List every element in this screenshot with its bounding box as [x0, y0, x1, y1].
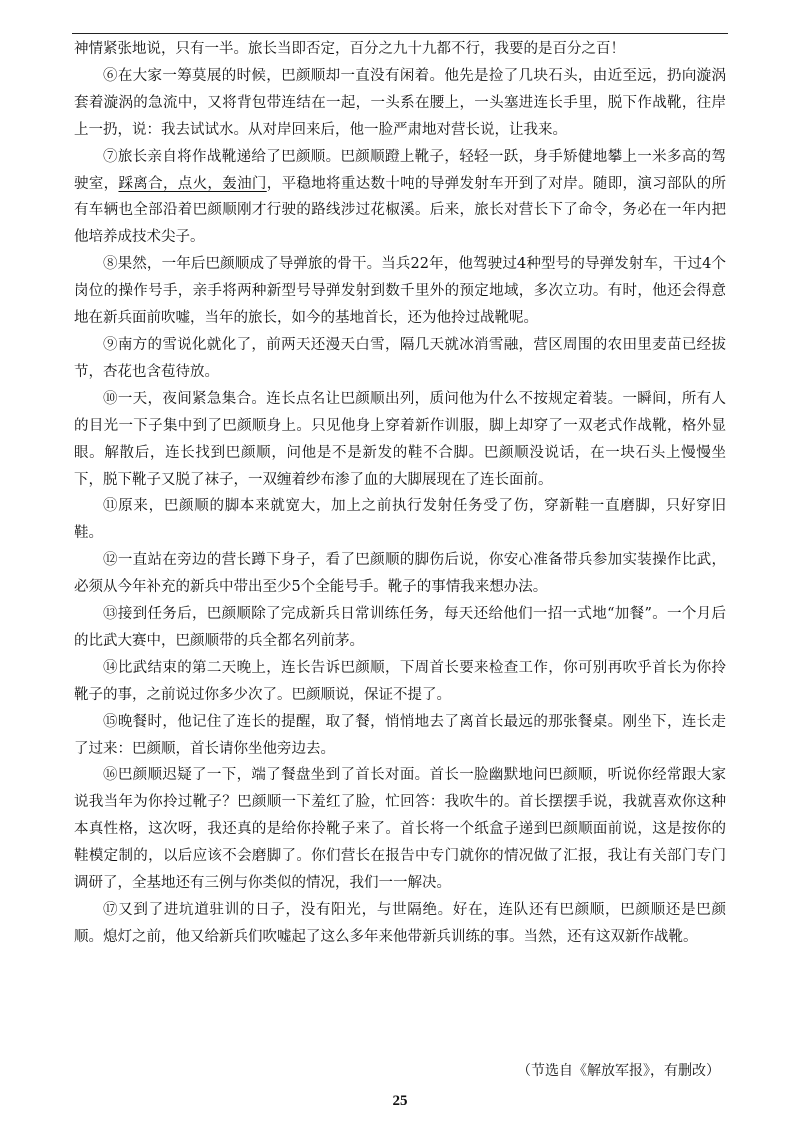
- paragraph: ⑥在大家一筹莫展的时候，巴颜顺却一直没有闲着。他先是捡了几块石头，由近至远，扔向漩涡套着漩涡的急流中，又将背包带连结在一起，一头系在腰上，一头塞进连长手里，脱下作战靴，往岸上一扔，说：我去试试水。从对岸回来后，他一脸严肃地对营长说，让我来。: [74, 67, 726, 138]
- paragraph-text: ⑦旅长亲自将作战靴递给了巴颜顺。巴颜顺蹬上靴子，轻轻一跃，身手矫健地攀上一米多高的驾驶室，: [74, 148, 726, 192]
- underlined-phrase: 踩离合，点火，轰油门: [118, 175, 267, 192]
- article-body: [74, 36, 726, 951]
- paragraph: ⑭比武结束的第二天晚上，连长告诉巴颜顺，下周首长要来检查工作，你可别再吹乎首长为你拎靴子的事，之前说过你多少次了。巴颜顺说，保证不提了。: [74, 659, 726, 703]
- paragraph: 神情紧张地说，只有一半。旅长当即否定，百分之九十九都不行，我要的是百分之百！: [74, 41, 625, 57]
- paragraph: ⑨南方的雪说化就化了，前两天还漫天白雪，隔几天就冰消雪融，营区周围的农田里麦苗已经拔节，杏花也含苞待放。: [74, 336, 726, 380]
- source-citation: （节选自《解放军报》，有删改）: [517, 1063, 720, 1079]
- top-rule: [72, 33, 728, 34]
- paragraph: [74, 144, 726, 252]
- paragraph: ⑫一直站在旁边的营长蹲下身子，看了巴颜顺的脚伤后说，你安心准备带兵参加实装操作比武，必须从今年补充的新兵中带出至少5个全能号手。靴子的事情我来想办法。: [74, 552, 726, 596]
- paragraph: ⑧果然，一年后巴颜顺成了导弹旅的骨干。当兵22年，他驾驶过4种型号的导弹发射车，干过4个岗位的操作号手，亲手将两种新型号导弹发射到数千里外的预定地域，多次立功。有时，他还会得意地在新兵面前吹嘘，当年的旅长，如今的基地首长，还为他拎过战靴呢。: [74, 256, 726, 327]
- paragraph: ⑩一天，夜间紧急集合。连长点名让巴颜顺出列，质问他为什么不按规定着装。一瞬间，所有人的目光一下子集中到了巴颜顺身上。只见他身上穿着新作训服，脚上却穿了一双老式作战靴，格外显眼。解散后，连长找到巴颜顺，问他是不是新发的鞋不合脚。巴颜顺没说话，在一块石头上慢慢坐下，脱下靴子又脱了袜子，一双缠着纱布渗了血的大脚展现在了连长面前。: [74, 390, 726, 488]
- paragraph: ⑯巴颜顺迟疑了一下，端了餐盘坐到了首长对面。首长一脸幽默地问巴颜顺，听说你经常跟大家说我当年为你拎过靴子？巴颜顺一下羞红了脸，忙回答：我吹牛的。首长摆摆手说，我就喜欢你这种本真性格，这次呀，我还真的是给你拎靴子来了。首长将一个纸盒子递到巴颜顺面前说，这是按你的鞋模定制的，以后应该不会磨脚了。你们营长在报告中专门就你的情况做了汇报，我让有关部门专门调研了，全基地还有三例与你类似的情况，我们一一解决。: [74, 767, 726, 892]
- paragraph: ⑮晚餐时，他记住了连长的提醒，取了餐，悄悄地去了离首长最远的那张餐桌。刚坐下，连长走了过来：巴颜顺，首长请你坐他旁边去。: [74, 713, 726, 757]
- paragraph: ⑬接到任务后，巴颜顺除了完成新兵日常训练任务，每天还给他们一招一式地“加餐”。一个月后的比武大赛中，巴颜顺带的兵全都名列前茅。: [74, 606, 726, 649]
- paragraph: ⑰又到了进坑道驻训的日子，没有阳光，与世隔绝。好在，连队还有巴颜顺，巴颜顺还是巴颜顺。熄灯之前，他又给新兵们吹嘘起了这么多年来他带新兵训练的事。当然，还有这双新作战靴。: [74, 902, 726, 945]
- paragraph: ⑪原来，巴颜顺的脚本来就宽大，加上之前执行发射任务受了伤，穿新鞋一直磨脚，只好穿旧鞋。: [74, 498, 726, 542]
- paragraph-text: ，平稳地将重达数十吨的导弹发射车开到了对岸。随即，演习部队的所有车辆也全部沿着巴颜顺刚才行驶的路线涉过花椒溪。后来，旅长对营长下了命令，务必在一年内把他培养成技术尖子。: [74, 175, 727, 246]
- page-number: 25: [392, 1093, 408, 1109]
